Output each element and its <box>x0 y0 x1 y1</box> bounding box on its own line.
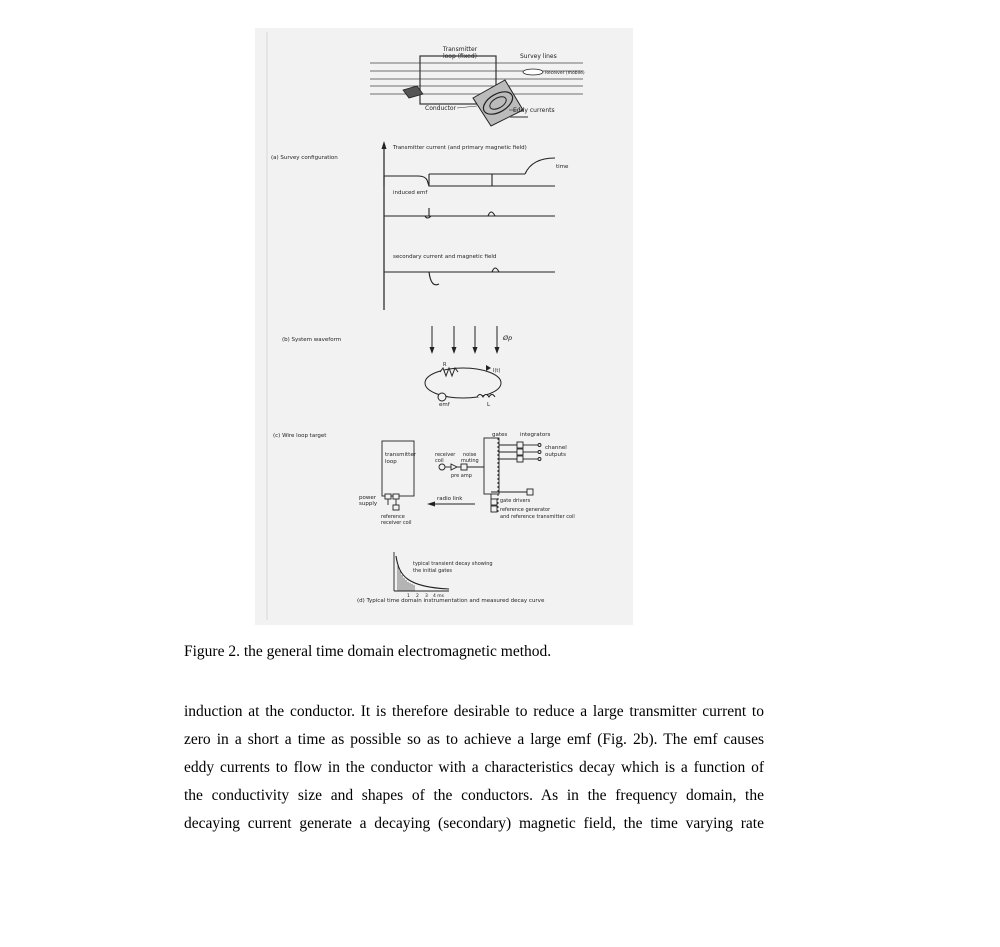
gates-label: gates <box>492 432 508 438</box>
receiver-label: receiver <box>435 452 456 458</box>
tick-3: 3 <box>425 594 428 599</box>
power-label: power <box>359 495 376 501</box>
tick-1: 1 <box>407 594 410 599</box>
gate-drivers-label: gate drivers <box>500 498 531 504</box>
coil-label: coil <box>435 458 444 464</box>
tick-2: 2 <box>416 594 419 599</box>
body-line: induction at the conductor. It is therefore desirable to reduce a large transmitter current to <box>184 703 764 720</box>
reference-label: reference <box>381 514 405 520</box>
current-label: I(t) <box>493 368 501 374</box>
noise-label: noise <box>463 452 477 458</box>
inductor-symbol <box>477 395 495 398</box>
conductor-label: Conductor <box>425 105 457 112</box>
panel-d-caption: (d) Typical time domain instrumentation and measured decay curve <box>357 598 545 604</box>
integrators-label: integrators <box>520 432 551 438</box>
radio-link-label: radio link <box>437 496 463 502</box>
figure-background <box>255 28 633 625</box>
transmitter-loop-label-2: loop (fixed) <box>442 53 478 60</box>
r-label: R <box>443 362 447 368</box>
l-label: L <box>487 402 491 408</box>
transient-label-2: the initial gates <box>413 568 453 574</box>
outputs-label: outputs <box>545 452 567 458</box>
channel-label: channel <box>545 445 567 451</box>
panel-a-label: (a) Survey configuration <box>271 155 338 161</box>
induced-emf-label: induced emf <box>393 190 428 196</box>
emf-label: emf <box>439 402 450 408</box>
phi-p-label: Øp <box>503 334 513 342</box>
time-label: time <box>556 164 569 170</box>
figure-2-diagram <box>255 28 633 625</box>
receiver-coil <box>523 69 543 75</box>
pre-amp-label: pre amp <box>451 473 472 479</box>
panel-c-label: (c) Wire loop target <box>273 433 327 439</box>
tick-4: 4 ms <box>433 594 445 599</box>
body-paragraph <box>184 698 764 838</box>
transmitter-label: transmitter <box>385 452 416 458</box>
transient-label-1: typical transient decay showing <box>413 561 493 567</box>
loop-label: loop <box>385 459 397 465</box>
muting-label: muting <box>461 458 479 464</box>
receiver-coil-label: receiver coil <box>381 520 412 526</box>
receiver-label: Receiver (mobile) <box>545 71 585 76</box>
transmitter-loop-label: Transmitter <box>442 46 478 53</box>
panel-b-label: (b) System waveform <box>282 337 342 343</box>
secondary-field-label: secondary current and magnetic field <box>393 254 497 260</box>
eddy-currents-label: Eddy currents <box>513 107 555 114</box>
supply-label: supply <box>359 501 378 507</box>
body-line: decaying current generate a decaying (secondary) magnetic field, the time varying rate <box>184 815 764 832</box>
body-line: the conductivity size and shapes of the conductors. As in the frequency domain, the <box>184 787 764 804</box>
emf-source <box>438 393 446 401</box>
reference-transmitter-label: and reference transmitter coil <box>500 514 575 520</box>
transmitter-current-label: Transmitter current (and primary magnetic field) <box>393 145 527 151</box>
survey-lines-label: Survey lines <box>520 53 557 60</box>
reference-generator-label: reference generator <box>500 507 551 513</box>
body-line: eddy currents to flow in the conductor with a characteristics decay which is a function of <box>184 759 764 776</box>
figure-caption: Figure 2. the general time domain electromagnetic method. <box>184 643 552 660</box>
body-line: zero in a short a time as possible so as to achieve a large emf (Fig. 2b). The emf causes <box>184 731 764 748</box>
